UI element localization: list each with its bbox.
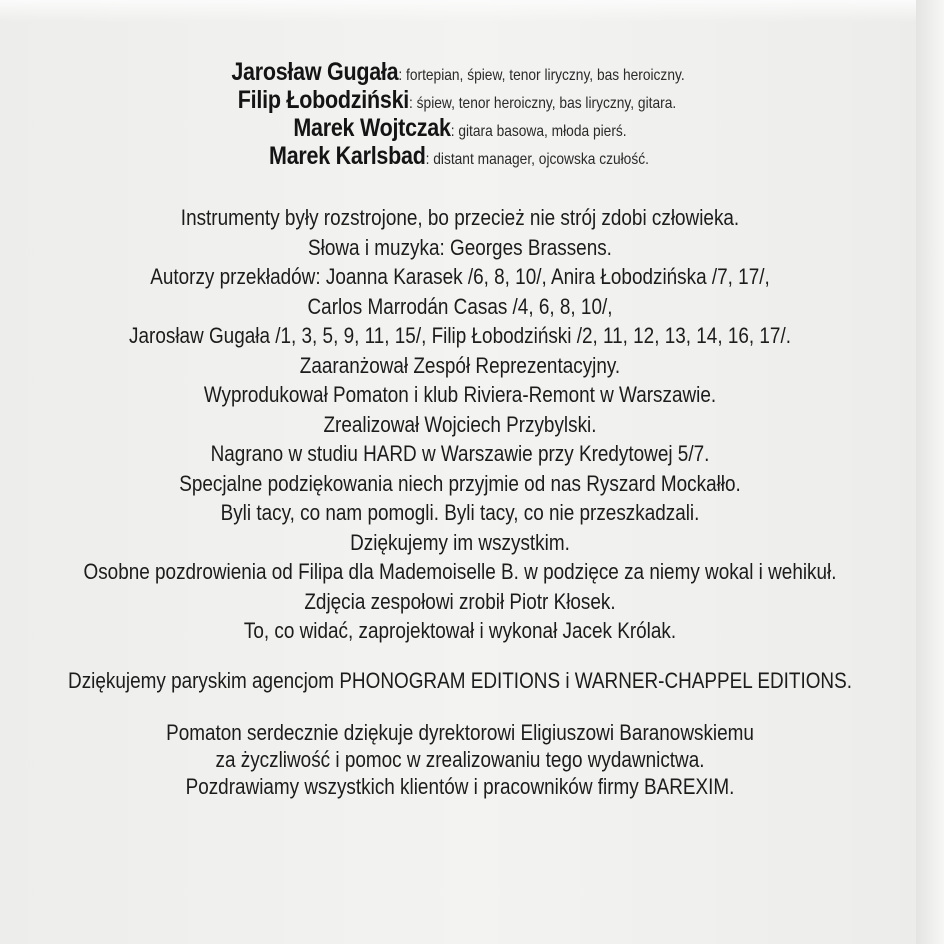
credit-line: Specjalne podziękowania niech przyjmie od nas Ryszard Mockałło. (179, 470, 741, 496)
credit-line: Osobne pozdrowienia od Filipa dla Mademoiselle B. w podzięce za niemy wokal i wehikuł. (83, 559, 837, 584)
member-separator: : (450, 123, 455, 140)
credit-line: Instrumenty były rozstrojone, bo przecież nie strój zdobi człowieka. (180, 205, 740, 230)
member-separator: : (398, 67, 403, 84)
credit-line: Słowa i muzyka: Georges Brassens. (308, 234, 612, 260)
member-name: Marek Karlsbad (269, 142, 426, 170)
member-separator: : (425, 151, 430, 168)
band-member (61, 58, 856, 86)
agencies-block (0, 666, 920, 696)
thanks-line: Pozdrawiamy wszystkich klientów i pracowników firmy BAREXIM. (185, 774, 735, 799)
credit-line: Zaaranżował Zespół Reprezentacyjny. (299, 352, 621, 378)
member-name: Filip Łobodziński (237, 86, 410, 114)
credit-line: Wyprodukował Pomaton i klub Riviera-Remont w Warszawie. (203, 382, 717, 407)
member-separator: : (409, 95, 413, 112)
thanks-line: za życzliwość i pomoc w zrealizowaniu tego wydawnictwa. (215, 747, 705, 772)
band-member (63, 142, 856, 170)
member-role: distant manager, ojcowska czułość. (433, 151, 649, 168)
member-name: Marek Wojtczak (293, 114, 451, 142)
credits-block (0, 203, 920, 646)
credit-line: Autorzy przekładów: Joanna Karasek /6, 8, 10/, Anira Łobodzińska /7, 17/, (150, 264, 770, 289)
credit-line: Jarosław Gugała /1, 3, 5, 9, 11, 15/, Filip Łobodziński /2, 11, 12, 13, 14, 16, 17/. (129, 323, 791, 348)
band-members-list (0, 58, 920, 170)
member-name: Jarosław Gugała (231, 58, 399, 86)
agencies-line: Dziękujemy paryskim agencjom PHONOGRAM EDITIONS i WARNER-CHAPPEL EDITIONS. (68, 667, 852, 693)
band-member (64, 114, 855, 142)
member-role: fortepian, śpiew, tenor liryczny, bas heroiczny. (406, 67, 685, 84)
credit-line: To, co widać, zaprojektował i wykonał Jacek Królak. (243, 618, 677, 643)
member-role: gitara basowa, młoda pierś. (458, 123, 627, 140)
thanks-block (0, 719, 920, 800)
paper-right-edge (916, 0, 944, 944)
credit-line: Carlos Marrodán Casas /4, 6, 8, 10/, (307, 293, 613, 319)
member-role: śpiew, tenor heroiczny, bas liryczny, gitara. (416, 95, 677, 112)
credit-line: Byli tacy, co nam pomogli. Byli tacy, co nie przeszkadzali. (220, 500, 700, 525)
thanks-line: Pomaton serdecznie dziękuje dyrektorowi Eligiuszowi Baranowskiemu (166, 720, 754, 745)
credit-line: Dziękujemy im wszystkim. (350, 529, 570, 555)
credits-text (0, 58, 920, 800)
credit-line: Zrealizował Wojciech Przybylski. (323, 411, 597, 437)
page-top-edge (0, 0, 944, 22)
credit-line: Zdjęcia zespołowi zrobił Piotr Kłosek. (304, 588, 616, 614)
credit-line: Nagrano w studiu HARD w Warszawie przy Kredytowej 5/7. (210, 441, 710, 466)
band-member (59, 86, 855, 114)
